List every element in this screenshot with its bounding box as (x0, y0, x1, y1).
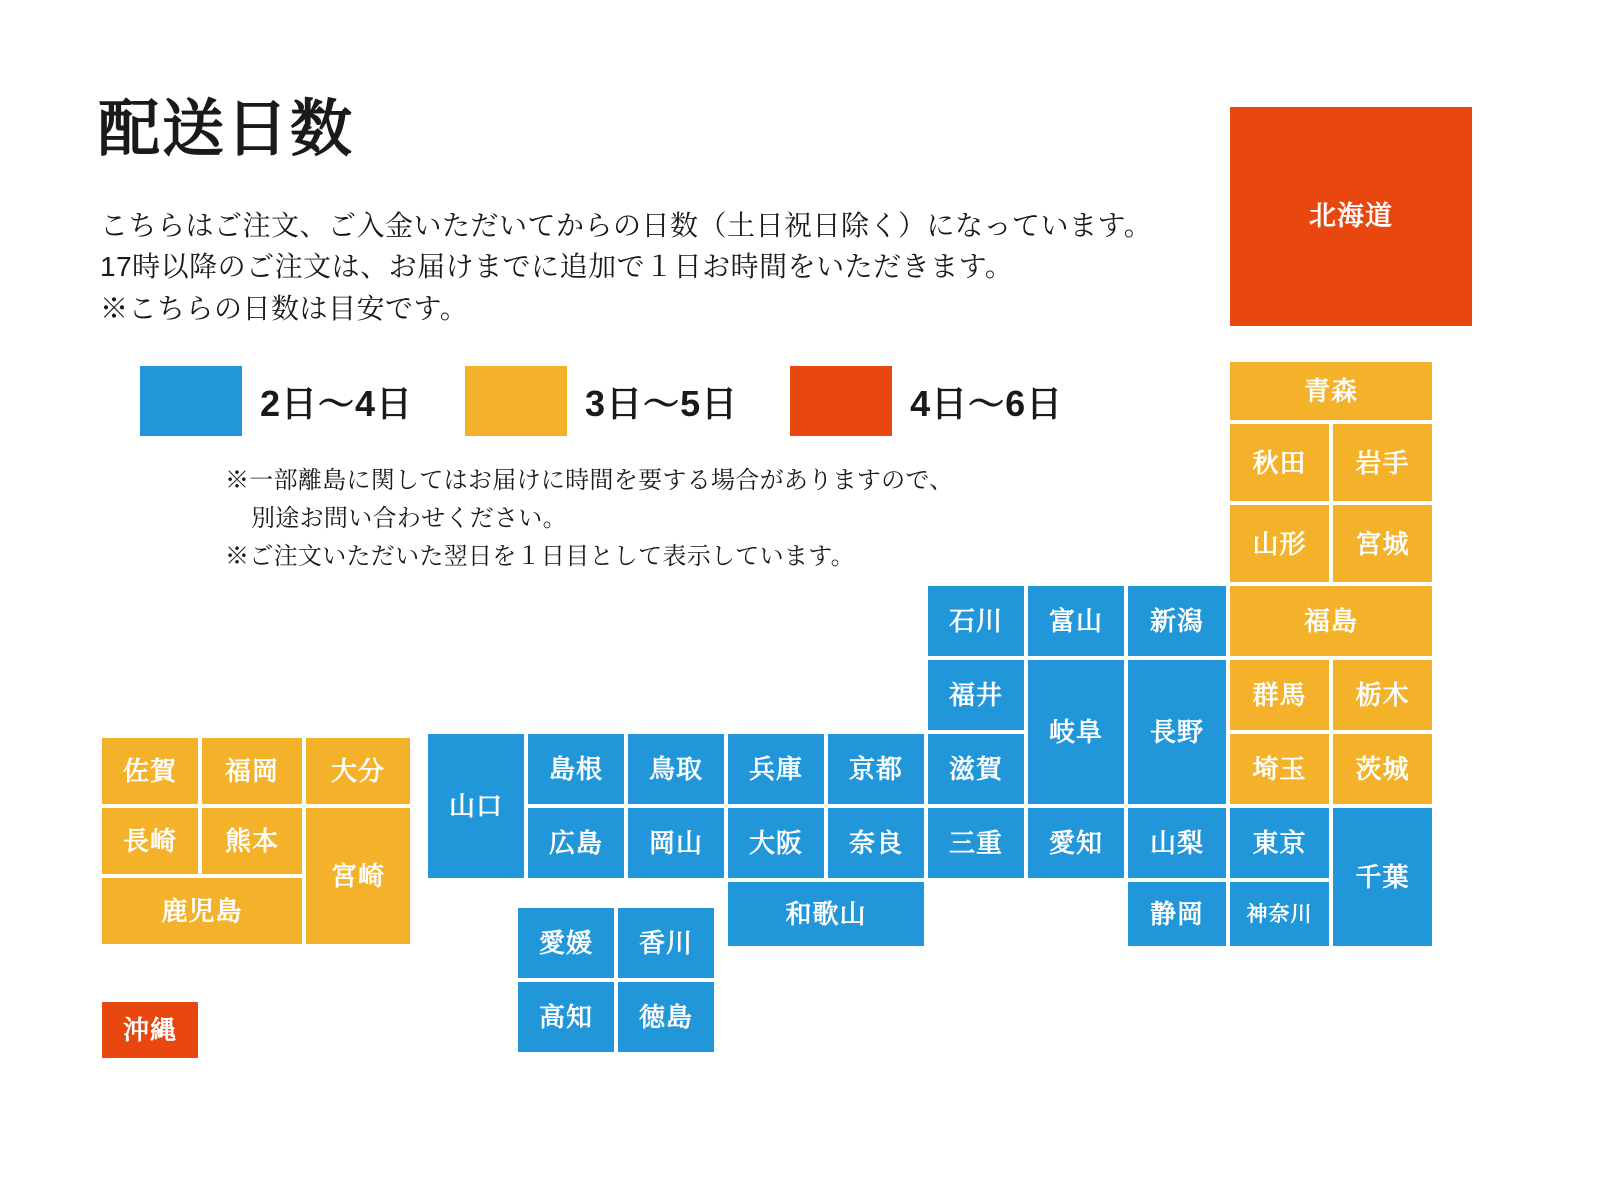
prefecture-tile (200, 806, 304, 876)
prefecture-label: 山形 (1252, 528, 1307, 559)
intro-line-2: 17時以降のご注文は、お届けまでに追加で１日お時間をいただきます。 (100, 251, 1014, 283)
prefecture-label: 埼玉 (1252, 754, 1307, 784)
prefecture-tile (1126, 880, 1228, 948)
prefecture-label: 宮城 (1355, 528, 1410, 559)
prefecture-tile (1126, 806, 1228, 880)
prefecture-tile (1026, 806, 1126, 880)
prefecture-label: 静岡 (1149, 899, 1204, 929)
prefecture-tile (100, 736, 200, 806)
prefecture-label: 大分 (330, 756, 385, 786)
prefecture-tile (1331, 806, 1434, 948)
prefecture-label: 鹿児島 (161, 896, 243, 926)
intro-line-1: こちらはご注文、ご入金いただいてからの日数（土日祝日除く）になっています。 (100, 210, 1153, 241)
prefecture-tile (1228, 658, 1331, 732)
prefecture-tile (926, 658, 1026, 732)
prefecture-tile (100, 1000, 200, 1060)
prefecture-tile (926, 584, 1026, 658)
prefecture-label: 高知 (538, 1002, 593, 1032)
prefecture-label: 三重 (948, 828, 1003, 858)
prefecture-tile (726, 806, 826, 880)
prefecture-tile (1126, 658, 1228, 806)
prefecture-label: 大阪 (748, 828, 803, 858)
prefecture-label: 愛媛 (538, 928, 593, 958)
prefecture-label: 島根 (548, 754, 603, 784)
prefecture-label: 神奈川 (1246, 902, 1313, 926)
prefecture-tile (616, 980, 716, 1054)
prefecture-tile (526, 806, 626, 880)
prefecture-label: 京都 (848, 754, 903, 784)
prefecture-label: 茨城 (1355, 754, 1410, 784)
prefecture-tile (1126, 584, 1228, 658)
legend-label-orange: 4日〜6日 (910, 382, 1064, 424)
prefecture-label: 山口 (448, 791, 503, 821)
prefecture-tile (304, 736, 412, 806)
prefecture-tile (200, 736, 304, 806)
prefecture-label: 和歌山 (785, 899, 867, 929)
note-line-1: ※一部離島に関してはお届けに時間を要する場合がありますので、 (225, 467, 954, 494)
prefecture-label: 沖縄 (122, 1015, 177, 1045)
prefecture-label: 長崎 (122, 826, 177, 856)
prefecture-tile (1331, 732, 1434, 806)
prefecture-tile (626, 806, 726, 880)
legend-label-yellow: 3日〜5日 (585, 382, 739, 424)
prefecture-label: 千葉 (1355, 862, 1410, 892)
prefecture-tile (1026, 584, 1126, 658)
prefecture-label: 福島 (1303, 606, 1358, 636)
prefecture-tile (1228, 422, 1331, 503)
prefecture-label: 岐阜 (1048, 717, 1103, 747)
prefecture-tile (1228, 360, 1434, 422)
prefecture-tile (1228, 584, 1434, 658)
prefecture-tile (926, 806, 1026, 880)
prefecture-tile (626, 732, 726, 806)
prefecture-tile (1331, 422, 1434, 503)
prefecture-tile (526, 732, 626, 806)
legend-label-blue: 2日〜4日 (260, 382, 414, 424)
prefecture-label: 福岡 (224, 756, 279, 786)
page-title: 配送日数 (98, 95, 355, 164)
prefecture-label: 栃木 (1355, 680, 1410, 710)
prefecture-label: 東京 (1252, 828, 1307, 858)
prefecture-label: 山梨 (1149, 828, 1204, 858)
prefecture-label: 佐賀 (122, 756, 177, 786)
prefecture-tile (1228, 105, 1474, 328)
prefecture-label: 岡山 (648, 828, 703, 858)
prefecture-label: 石川 (948, 606, 1003, 636)
prefecture-tile (926, 732, 1026, 806)
prefecture-tile (1026, 658, 1126, 806)
prefecture-tile (1228, 806, 1331, 880)
prefecture-label: 愛知 (1048, 828, 1103, 858)
prefecture-label: 鳥取 (648, 754, 703, 784)
prefecture-tile (1228, 880, 1331, 948)
prefecture-tile (426, 732, 526, 880)
prefecture-label: 群馬 (1252, 680, 1307, 710)
prefecture-tile (516, 906, 616, 980)
prefecture-label: 福井 (948, 680, 1003, 710)
prefecture-label: 富山 (1048, 606, 1103, 636)
prefecture-tile (726, 880, 926, 948)
prefecture-tile (100, 876, 304, 946)
prefecture-label: 広島 (548, 828, 603, 858)
prefecture-tile (1228, 732, 1331, 806)
prefecture-tile (616, 906, 716, 980)
note-line-3: ※ご注文いただいた翌日を１日目として表示しています。 (225, 542, 855, 570)
prefecture-label: 岩手 (1355, 447, 1410, 478)
prefecture-label: 熊本 (224, 826, 279, 856)
prefecture-tile (826, 732, 926, 806)
prefecture-label: 香川 (638, 928, 693, 958)
prefecture-tile (1228, 503, 1331, 584)
prefecture-label: 宮崎 (330, 861, 385, 891)
prefecture-label: 青森 (1303, 376, 1358, 406)
prefecture-label: 長野 (1149, 717, 1204, 747)
prefecture-label: 滋賀 (948, 754, 1003, 784)
prefecture-label: 徳島 (638, 1002, 693, 1032)
prefecture-label: 新潟 (1149, 606, 1204, 636)
intro-line-3: ※こちらの日数は目安です。 (100, 292, 469, 324)
prefecture-tile (726, 732, 826, 806)
prefecture-tile (826, 806, 926, 880)
prefecture-tile (1331, 503, 1434, 584)
prefecture-tile (516, 980, 616, 1054)
prefecture-label: 奈良 (848, 828, 903, 858)
prefecture-label: 北海道 (1309, 201, 1393, 231)
prefecture-label: 秋田 (1252, 447, 1307, 478)
note-line-2: 別途お問い合わせください。 (251, 504, 567, 532)
prefecture-tile (100, 806, 200, 876)
prefecture-label: 兵庫 (748, 754, 803, 784)
prefecture-tile (1331, 658, 1434, 732)
prefecture-tile (304, 806, 412, 946)
